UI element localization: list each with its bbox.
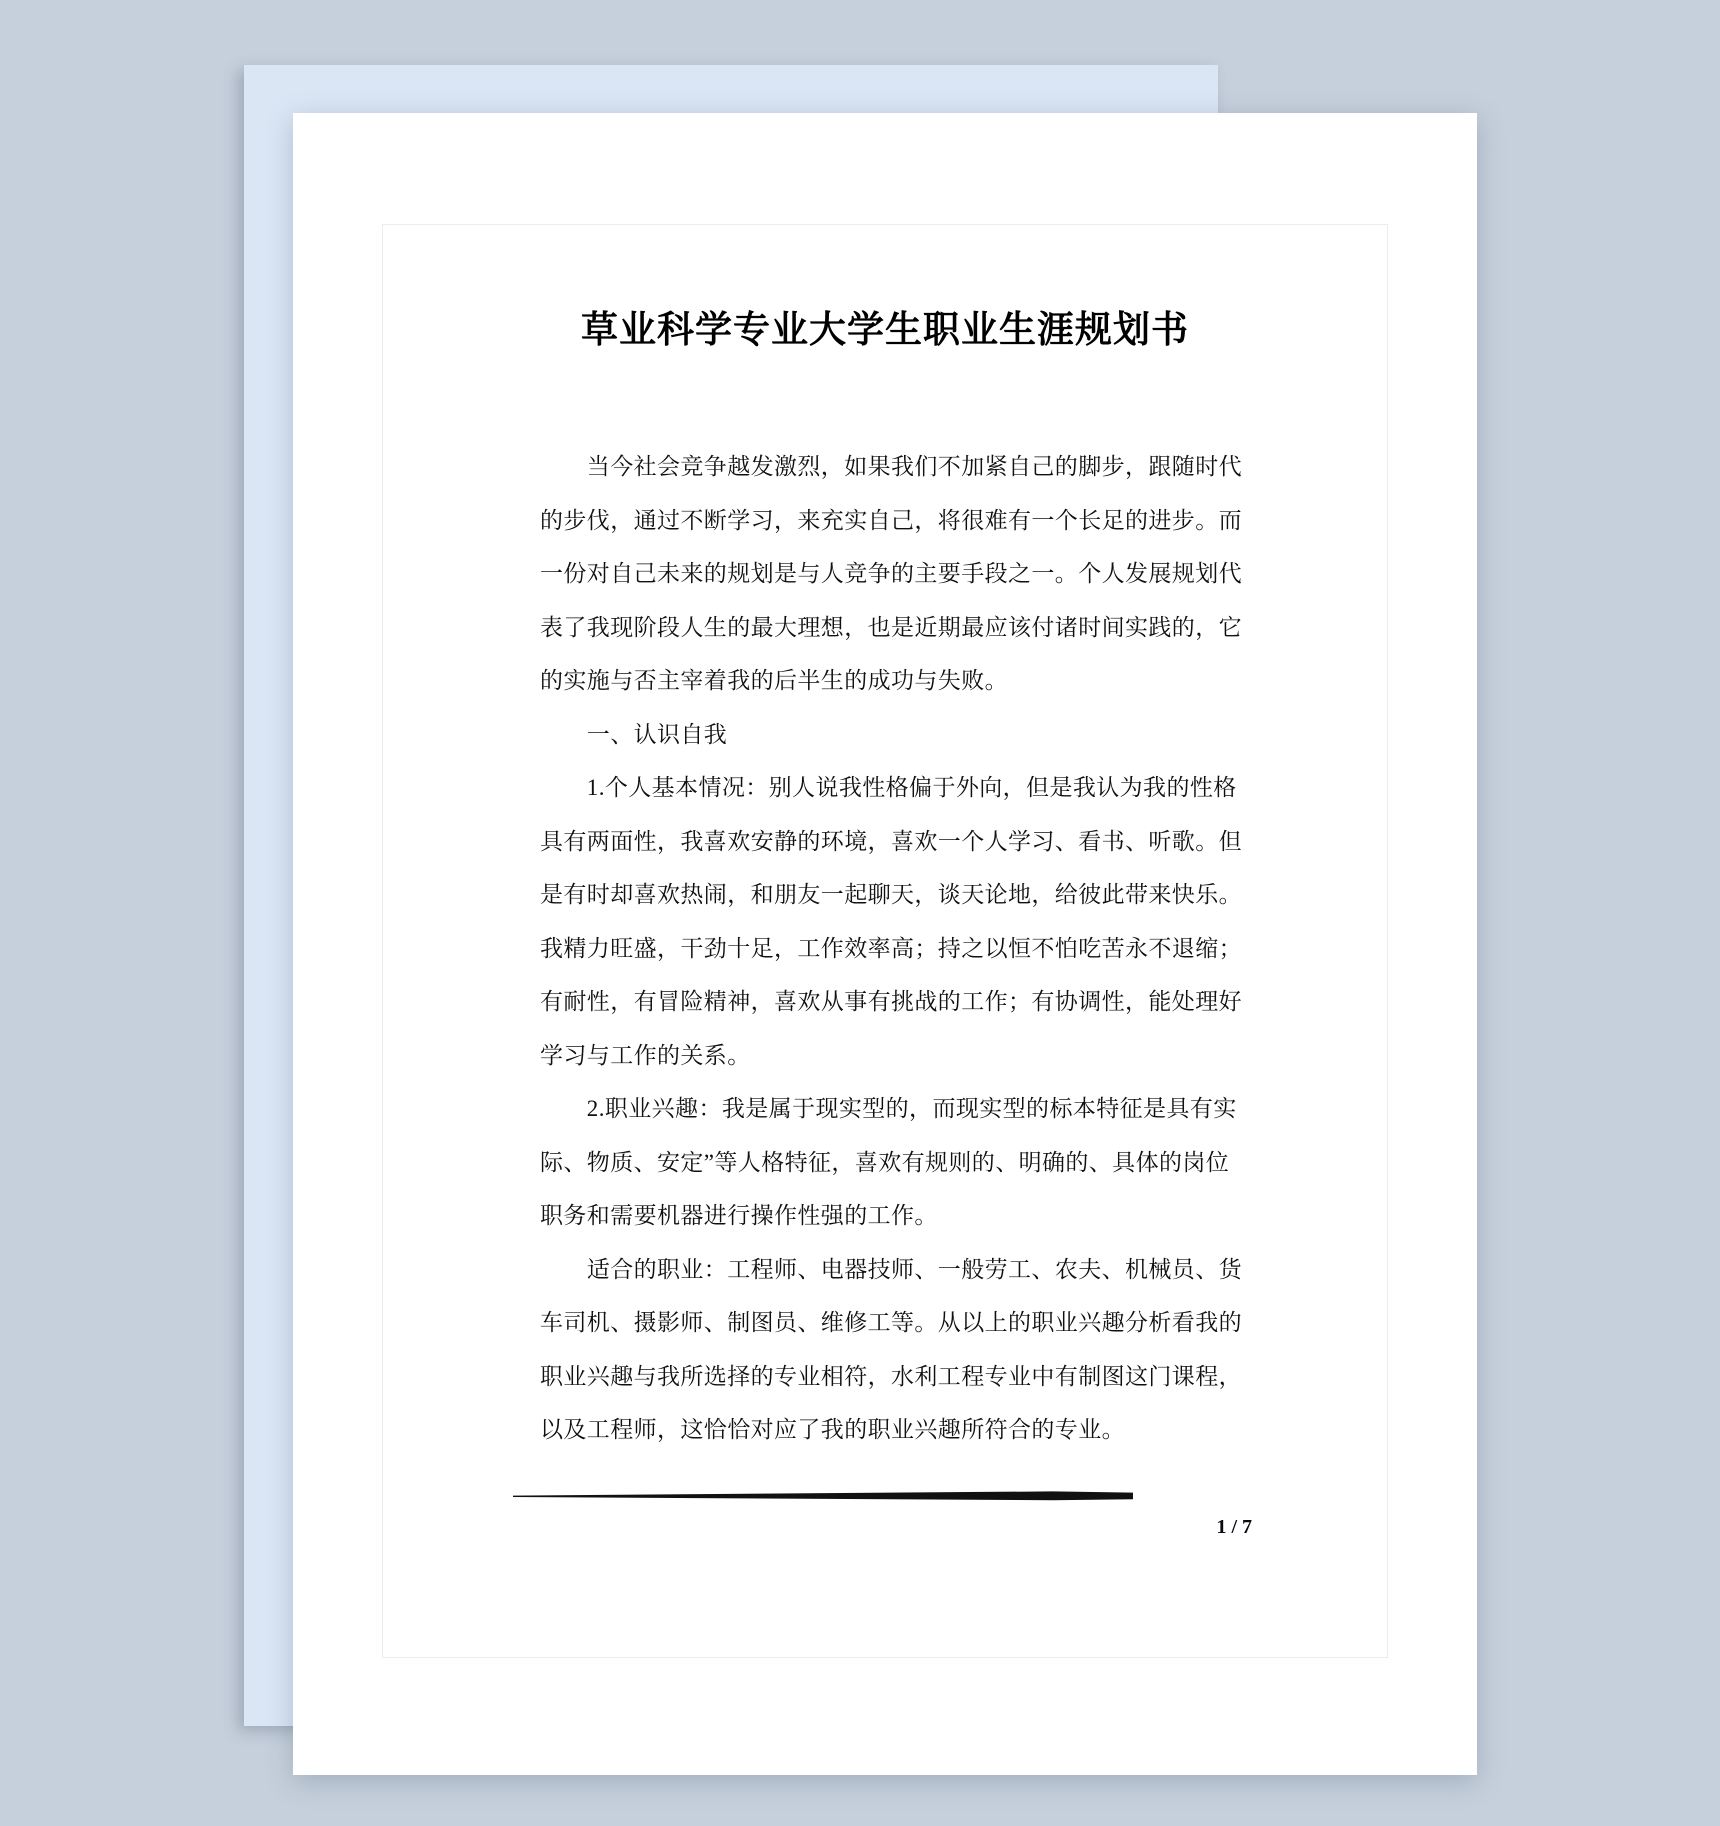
text-line: 当今社会竞争越发激烈，如果我们不加紧自己的脚步，跟随时代 [540,454,1242,479]
text-line: 有耐性，有冒险精神，喜欢从事有挑战的工作；有协调性，能处理好 [540,989,1242,1014]
text-line: 2.职业兴趣：我是属于现实型的，而现实型的标本特征是具有实 [540,1096,1237,1121]
text-line: 是有时却喜欢热闹，和朋友一起聊天，谈天论地，给彼此带来快乐。 [540,882,1242,907]
text-line: 以及工程师，这恰恰对应了我的职业兴趣所符合的专业。 [540,1417,1125,1442]
text-line: 的步伐，通过不断学习，来充实自己，将很难有一个长足的进步。而 [540,507,1242,533]
text-line: 学习与工作的关系。 [540,1042,751,1068]
text-line: 际、物质、安定”等人格特征，喜欢有规则的、明确的、具体的岗位 [540,1149,1230,1175]
text-line: 我精力旺盛，干劲十足，工作效率高；持之以恒不怕吃苦永不退缩； [540,935,1242,961]
text-line: 职业兴趣与我所选择的专业相符，水利工程专业中有制图这门课程， [540,1363,1242,1389]
text-line: 的实施与否主宰着我的后半生的成功与失败。 [540,668,1008,693]
text-line: 一份对自己未来的规划是与人竞争的主要手段之一。个人发展规划代 [540,561,1242,586]
text-line: 适合的职业：工程师、电器技师、一般劳工、农夫、机械员、货 [540,1256,1242,1282]
page-number: 1 / 7 [1216,1516,1252,1538]
document-body [540,440,1242,1457]
text-line: 表了我现阶段人生的最大理想，也是近期最应该付诸时间实践的，它 [540,614,1242,640]
footer-divider-line [513,1491,1133,1501]
text-line: 具有两面性，我喜欢安静的环境，喜欢一个人学习、看书、听歌。但 [540,828,1242,854]
text-line: 车司机、摄影师、制图员、维修工等。从以上的职业兴趣分析看我的 [540,1310,1242,1335]
text-line: 1.个人基本情况：别人说我性格偏于外向，但是我认为我的性格 [540,775,1237,800]
text-line: 职务和需要机器进行操作性强的工作。 [540,1203,938,1228]
document-page [293,113,1477,1775]
text-line: 一、认识自我 [540,721,728,747]
document-title: 草业科学专业大学生职业生涯规划书 [581,310,1189,351]
